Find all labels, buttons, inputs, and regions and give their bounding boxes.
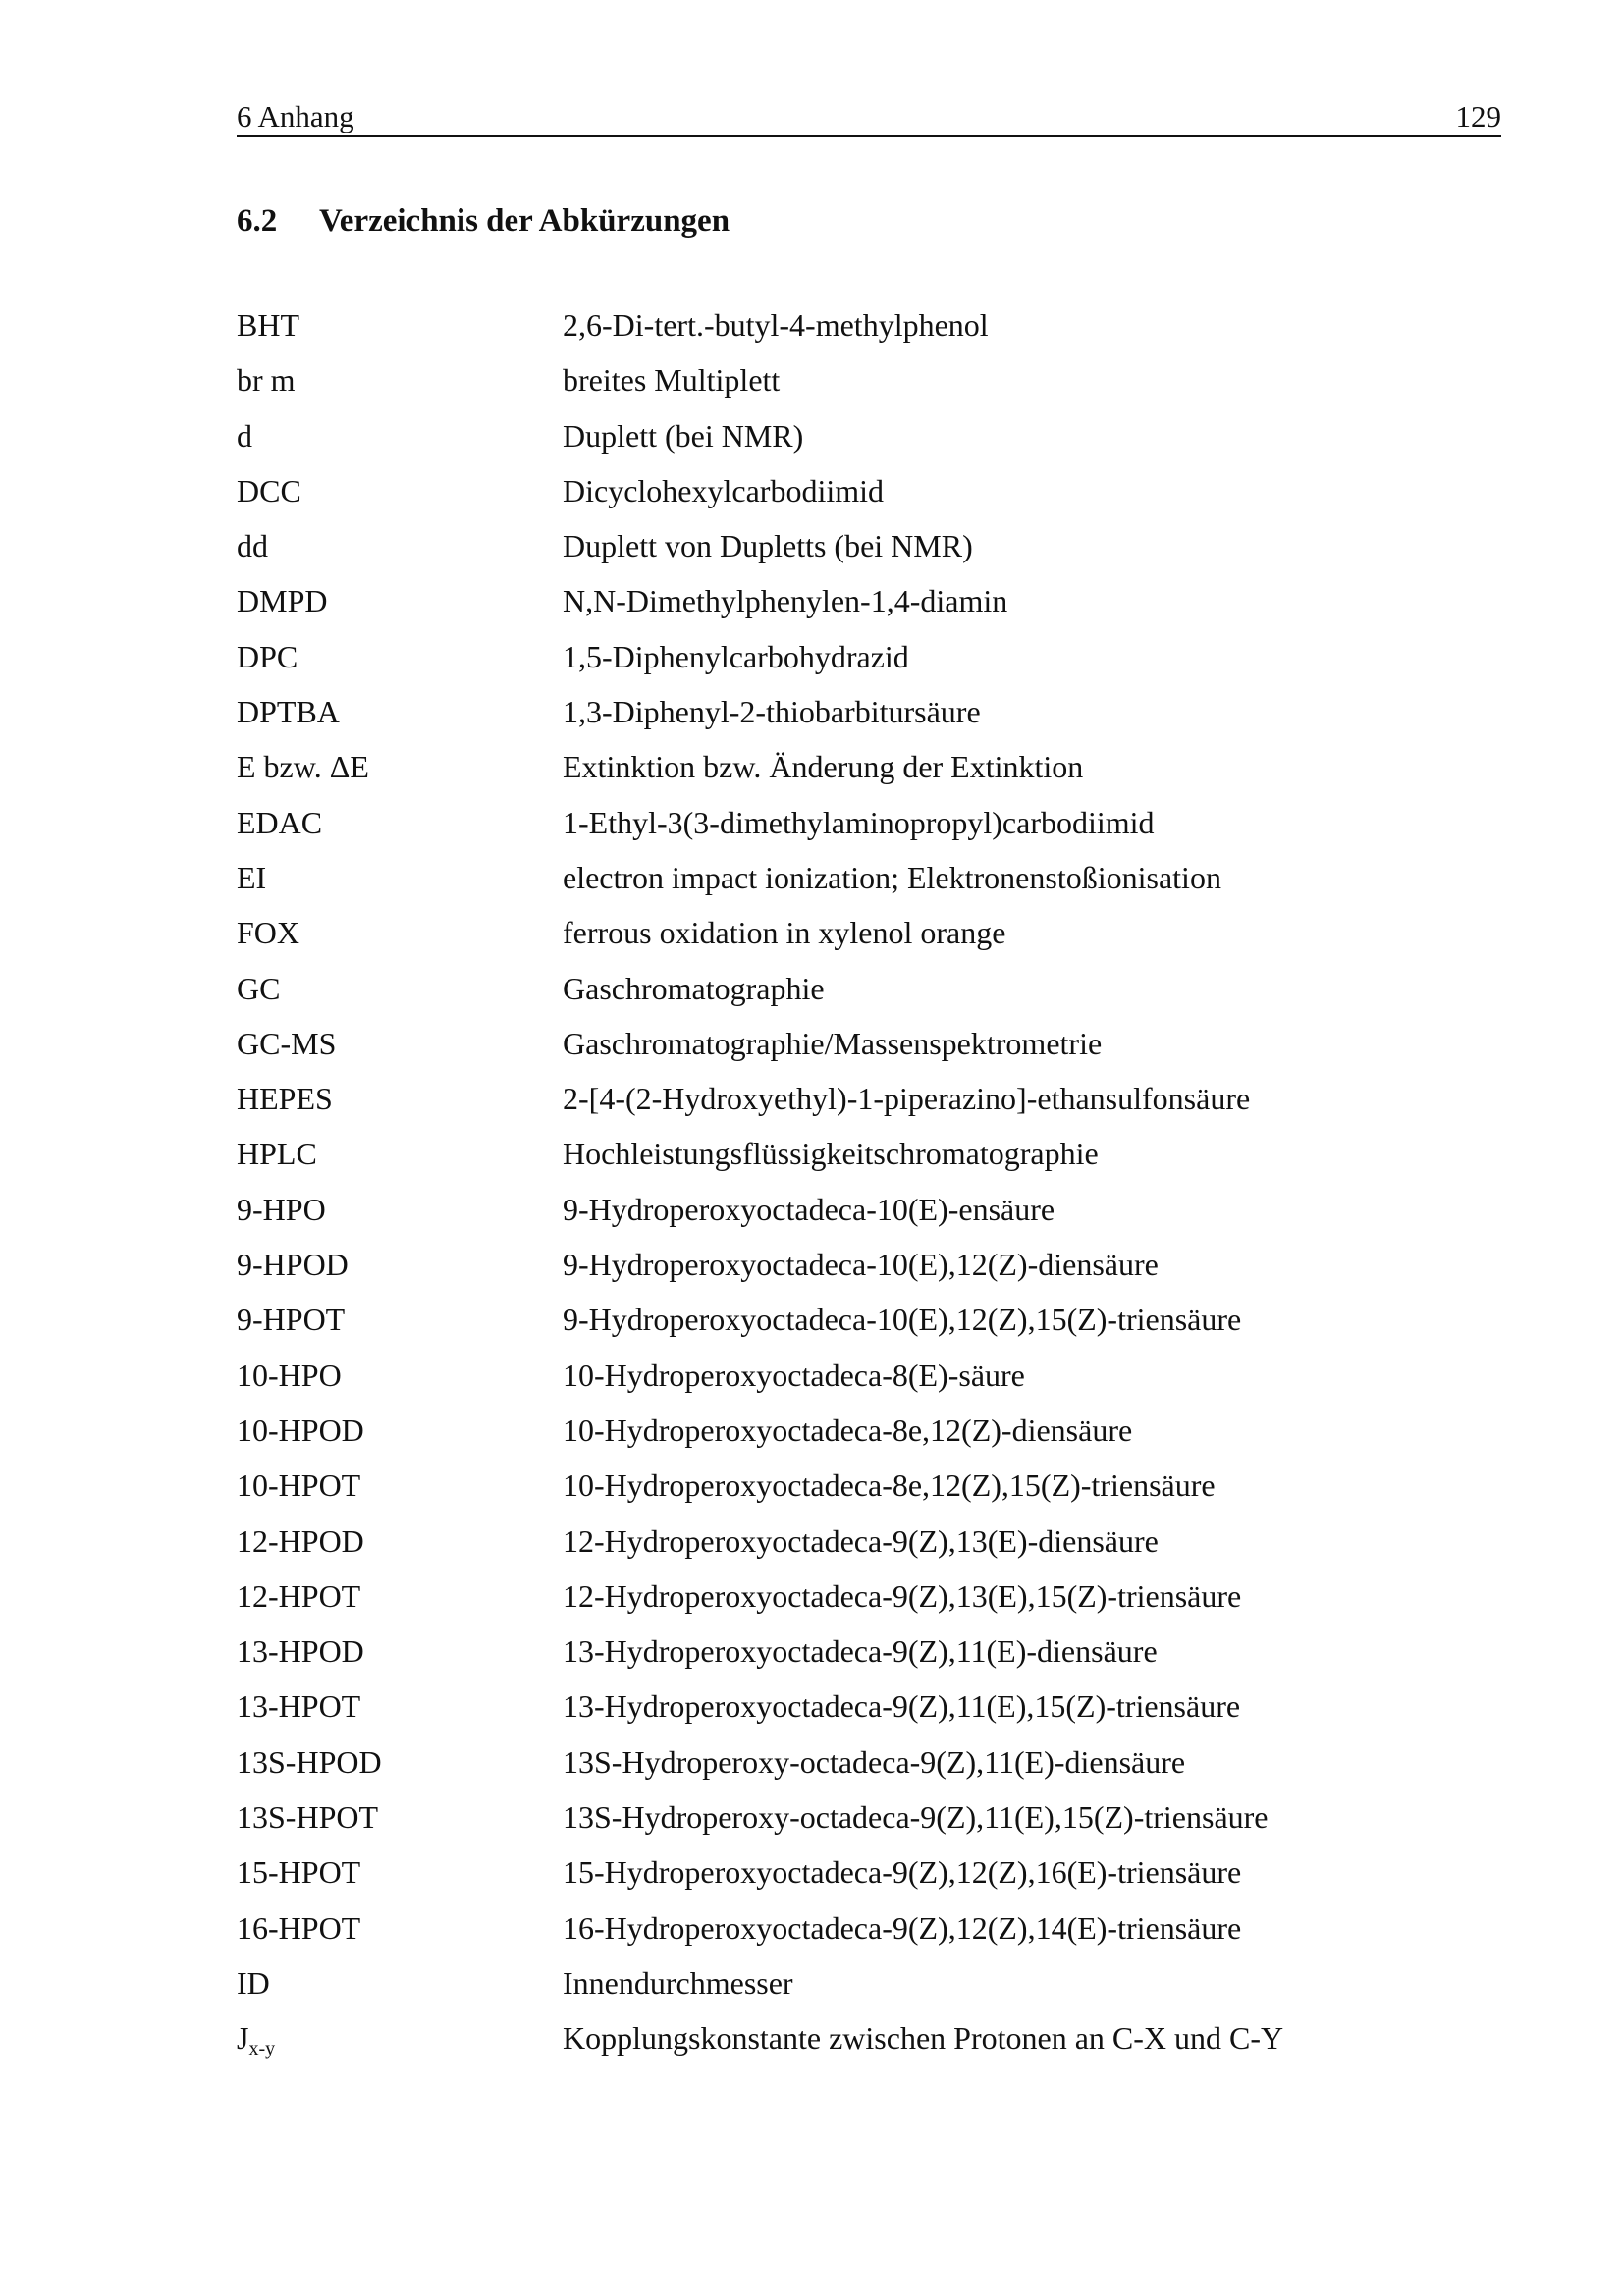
abbreviation-row bbox=[237, 857, 1513, 912]
abbreviation-row bbox=[237, 1133, 1513, 1188]
abbreviation-row bbox=[237, 1630, 1513, 1685]
page-number: 129 bbox=[1455, 99, 1501, 133]
abbreviation-term: 10-HPOD bbox=[237, 1412, 364, 1448]
abbreviation-row bbox=[237, 1355, 1513, 1410]
abbreviation-row bbox=[237, 580, 1513, 635]
chapter-label: 6 Anhang bbox=[237, 99, 354, 133]
abbreviation-definition: 13-Hydroperoxyoctadeca-9(Z),11(E),15(Z)-triensäure bbox=[563, 1688, 1241, 1725]
abbreviation-row bbox=[237, 1189, 1513, 1244]
abbreviation-term: 9-HPOD bbox=[237, 1247, 349, 1283]
abbreviation-term: DMPD bbox=[237, 583, 328, 619]
abbreviation-row bbox=[237, 470, 1513, 525]
abbreviation-term: 16-HPOT bbox=[237, 1909, 361, 1946]
abbreviation-term: EDAC bbox=[237, 804, 323, 840]
abbreviation-row bbox=[237, 1410, 1513, 1465]
section-title: Verzeichnis der Abkürzungen bbox=[319, 203, 730, 239]
abbreviation-definition: 1,5-Diphenylcarbohydrazid bbox=[563, 638, 909, 674]
abbreviation-row bbox=[237, 1575, 1513, 1630]
abbreviation-term: DCC bbox=[237, 472, 301, 508]
section-number: 6.2 bbox=[237, 203, 278, 239]
abbreviation-term: d bbox=[237, 417, 252, 454]
abbreviation-term: 13S-HPOD bbox=[237, 1743, 382, 1780]
abbreviation-row bbox=[237, 359, 1513, 414]
abbreviation-definition: 10-Hydroperoxyoctadeca-8(E)-säure bbox=[563, 1357, 1025, 1393]
abbreviation-definition: 13-Hydroperoxyoctadeca-9(Z),11(E)-diensäure bbox=[563, 1633, 1158, 1670]
abbreviation-definition: electron impact ionization; Elektronenstoßionisation bbox=[563, 859, 1221, 895]
abbreviation-term: BHT bbox=[237, 307, 299, 343]
abbreviation-term: dd bbox=[237, 528, 268, 564]
abbreviation-term: 13-HPOD bbox=[237, 1633, 364, 1670]
section-heading bbox=[237, 201, 730, 240]
abbreviation-definition: 10-Hydroperoxyoctadeca-8e,12(Z),15(Z)-triensäure bbox=[563, 1468, 1216, 1504]
abbreviation-row bbox=[237, 1244, 1513, 1299]
abbreviation-row bbox=[237, 1851, 1513, 1906]
abbreviation-row bbox=[237, 1023, 1513, 1078]
abbreviation-row bbox=[237, 1078, 1513, 1133]
abbreviation-row bbox=[237, 1962, 1513, 2017]
abbreviation-term bbox=[237, 2017, 275, 2069]
abbreviation-term: 13S-HPOT bbox=[237, 1799, 379, 1836]
abbreviation-row bbox=[237, 304, 1513, 359]
abbreviation-row bbox=[237, 746, 1513, 801]
abbreviation-term: 10-HPO bbox=[237, 1357, 342, 1393]
abbreviation-row bbox=[237, 1907, 1513, 1962]
abbreviation-definition: Kopplungskonstante zwischen Protonen an C-X und C-Y bbox=[563, 2020, 1284, 2056]
abbreviation-row bbox=[237, 1741, 1513, 1796]
abbreviation-definition: Duplett (bei NMR) bbox=[563, 417, 804, 454]
abbreviation-term: 15-HPOT bbox=[237, 1854, 361, 1891]
abbreviation-definition: 9-Hydroperoxyoctadeca-10(E),12(Z),15(Z)-triensäure bbox=[563, 1302, 1242, 1338]
abbreviation-row bbox=[237, 1299, 1513, 1354]
abbreviation-row bbox=[237, 1521, 1513, 1575]
abbreviation-definition: 1-Ethyl-3(3-dimethylaminopropyl)carbodiimid bbox=[563, 804, 1155, 840]
abbreviation-row bbox=[237, 912, 1513, 967]
abbreviation-definition: 2,6-Di-tert.-butyl-4-methylphenol bbox=[563, 307, 989, 343]
abbreviation-row bbox=[237, 1465, 1513, 1520]
abbreviation-definition: Innendurchmesser bbox=[563, 1964, 793, 2001]
abbreviation-list bbox=[237, 304, 1513, 2073]
abbreviation-definition: 13S-Hydroperoxy-octadeca-9(Z),11(E)-diensäure bbox=[563, 1743, 1186, 1780]
abbreviation-definition: 16-Hydroperoxyoctadeca-9(Z),12(Z),14(E)-triensäure bbox=[563, 1909, 1242, 1946]
abbreviation-term: 9-HPOT bbox=[237, 1302, 346, 1338]
abbreviation-term: br m bbox=[237, 362, 296, 399]
abbreviation-row bbox=[237, 415, 1513, 470]
abbreviation-term: 9-HPO bbox=[237, 1191, 326, 1227]
abbreviation-definition: 2-[4-(2-Hydroxyethyl)-1-piperazino]-ethansulfonsäure bbox=[563, 1081, 1251, 1117]
abbreviation-definition: N,N-Dimethylphenylen-1,4-diamin bbox=[563, 583, 1008, 619]
abbreviation-row-coupling-constant bbox=[237, 2017, 1513, 2072]
abbreviation-definition: Hochleistungsflüssigkeitschromatographie bbox=[563, 1136, 1099, 1172]
abbreviation-term: 10-HPOT bbox=[237, 1468, 361, 1504]
abbreviation-definition: Dicyclohexylcarbodiimid bbox=[563, 472, 885, 508]
coupling-subscript: x-y bbox=[248, 2038, 276, 2060]
abbreviation-row bbox=[237, 1796, 1513, 1851]
abbreviation-definition: 9-Hydroperoxyoctadeca-10(E),12(Z)-diensäure bbox=[563, 1247, 1159, 1283]
abbreviation-term: E bzw. ΔE bbox=[237, 749, 369, 785]
abbreviation-definition: 9-Hydroperoxyoctadeca-10(E)-ensäure bbox=[563, 1191, 1055, 1227]
abbreviation-term: 12-HPOT bbox=[237, 1577, 361, 1614]
abbreviation-term: ID bbox=[237, 1964, 270, 2001]
abbreviation-term: DPTBA bbox=[237, 694, 340, 730]
abbreviation-row bbox=[237, 802, 1513, 857]
abbreviation-definition: Gaschromatographie bbox=[563, 970, 825, 1006]
abbreviation-definition: 13S-Hydroperoxy-octadeca-9(Z),11(E),15(Z)-triensäure bbox=[563, 1799, 1269, 1836]
coupling-symbol: J bbox=[237, 2020, 249, 2056]
abbreviation-definition: 12-Hydroperoxyoctadeca-9(Z),13(E)-diensäure bbox=[563, 1522, 1159, 1559]
abbreviation-term: GC bbox=[237, 970, 281, 1006]
abbreviation-row bbox=[237, 968, 1513, 1023]
abbreviation-definition: Gaschromatographie/Massenspektrometrie bbox=[563, 1025, 1103, 1061]
abbreviation-row bbox=[237, 691, 1513, 746]
abbreviation-definition: Duplett von Dupletts (bei NMR) bbox=[563, 528, 973, 564]
abbreviation-row bbox=[237, 1685, 1513, 1740]
abbreviation-definition: ferrous oxidation in xylenol orange bbox=[563, 915, 1006, 951]
abbreviation-definition: 10-Hydroperoxyoctadeca-8e,12(Z)-diensäure bbox=[563, 1412, 1133, 1448]
abbreviation-definition: 12-Hydroperoxyoctadeca-9(Z),13(E),15(Z)-triensäure bbox=[563, 1577, 1242, 1614]
abbreviation-term: DPC bbox=[237, 638, 298, 674]
abbreviation-row bbox=[237, 525, 1513, 580]
abbreviation-term: HEPES bbox=[237, 1081, 333, 1117]
abbreviation-definition: Extinktion bzw. Änderung der Extinktion bbox=[563, 749, 1084, 785]
abbreviation-term: 13-HPOT bbox=[237, 1688, 361, 1725]
abbreviation-term: EI bbox=[237, 859, 267, 895]
abbreviation-term: 12-HPOD bbox=[237, 1522, 364, 1559]
abbreviation-term: GC-MS bbox=[237, 1025, 337, 1061]
abbreviation-term: HPLC bbox=[237, 1136, 317, 1172]
abbreviation-definition: breites Multiplett bbox=[563, 362, 781, 399]
abbreviation-definition: 15-Hydroperoxyoctadeca-9(Z),12(Z),16(E)-triensäure bbox=[563, 1854, 1242, 1891]
running-header bbox=[237, 98, 1501, 137]
abbreviation-row bbox=[237, 636, 1513, 691]
abbreviation-definition: 1,3-Diphenyl-2-thiobarbitursäure bbox=[563, 694, 981, 730]
abbreviation-term: FOX bbox=[237, 915, 300, 951]
